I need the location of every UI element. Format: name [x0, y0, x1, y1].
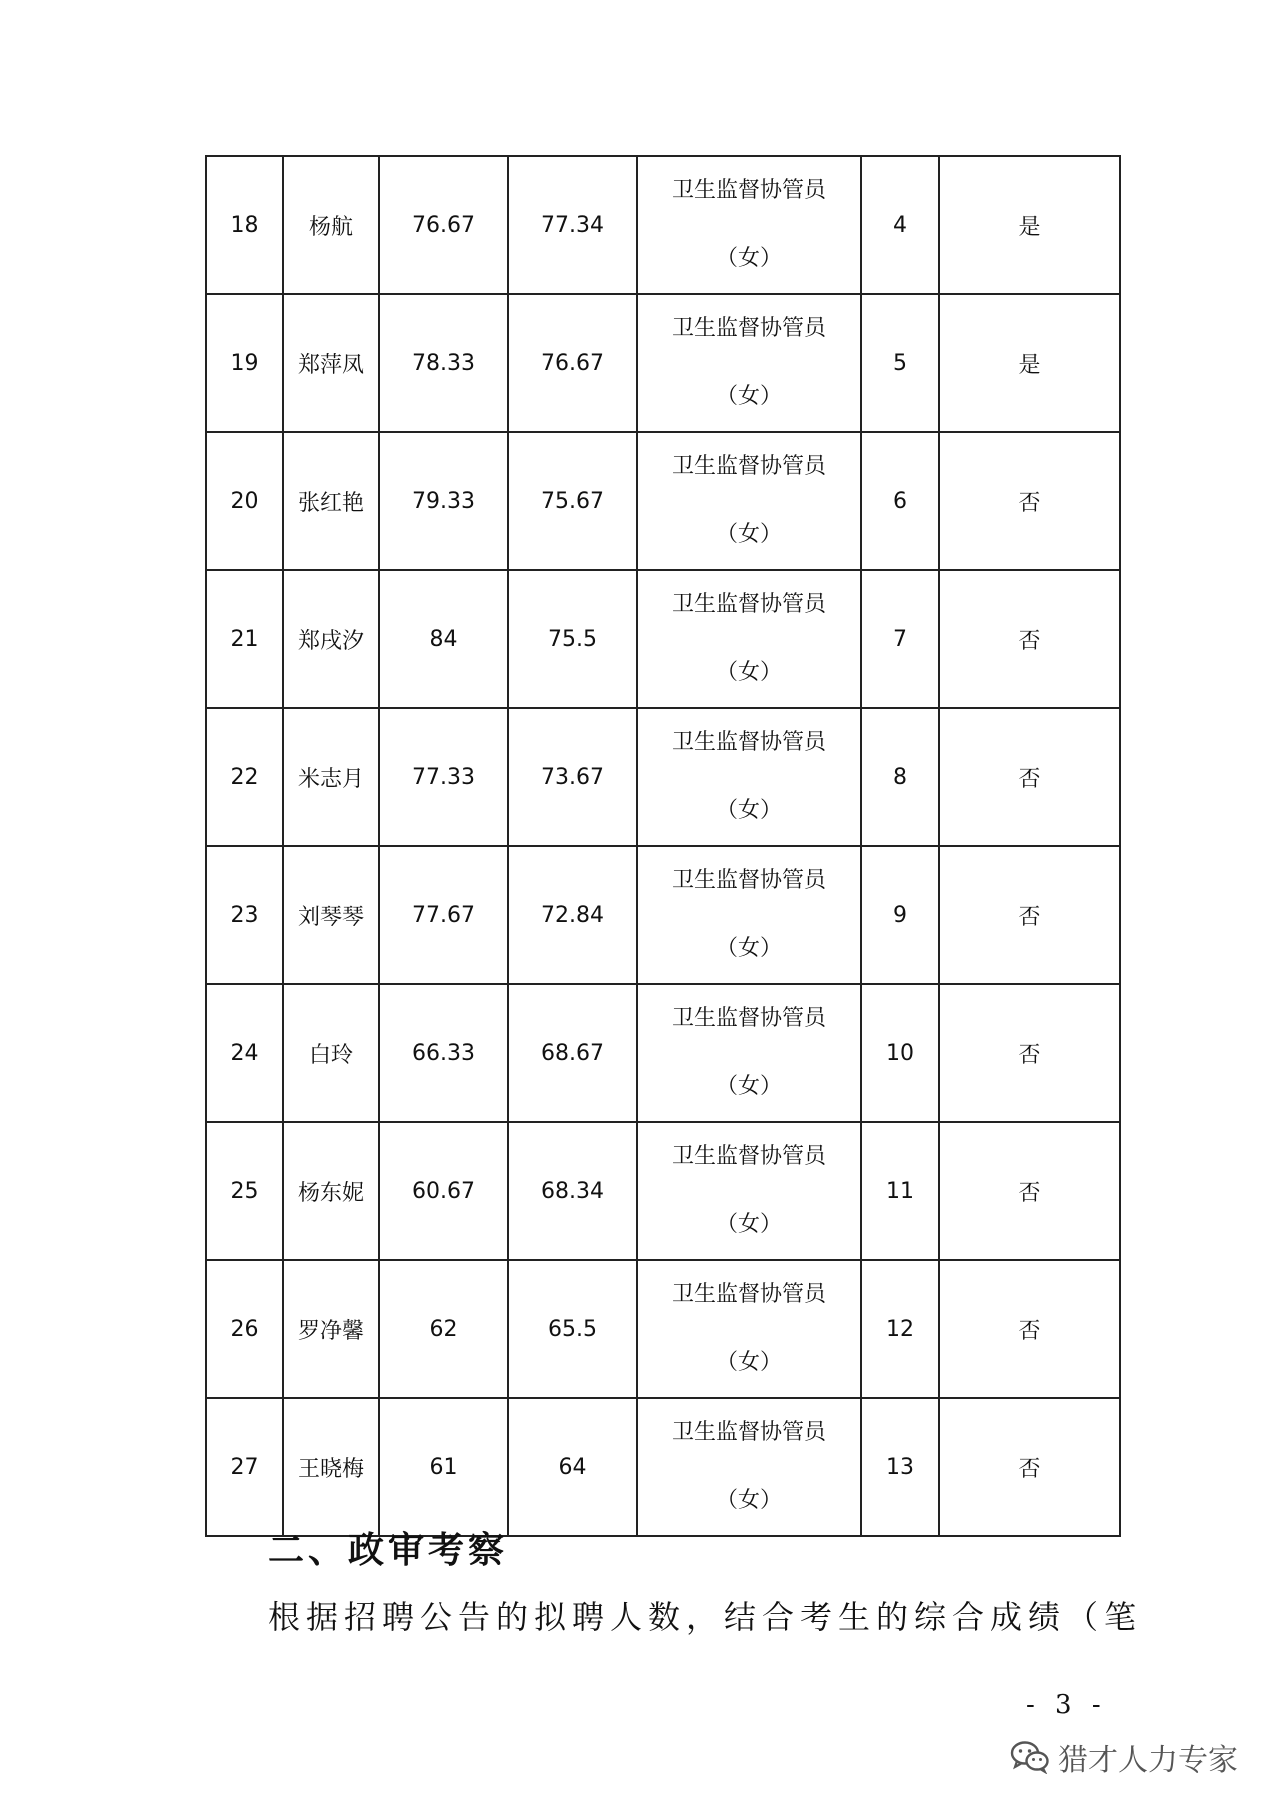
cell-no: 23	[206, 846, 283, 984]
cell-no: 25	[206, 1122, 283, 1260]
cell-score-2: 75.5	[508, 570, 637, 708]
cell-no: 26	[206, 1260, 283, 1398]
cell-result: 否	[939, 1260, 1120, 1398]
table-row	[206, 156, 1120, 294]
table-row	[206, 846, 1120, 984]
page-number: - 3 -	[1026, 1690, 1107, 1720]
cell-no: 27	[206, 1398, 283, 1536]
cell-name: 杨航	[283, 156, 379, 294]
cell-score-1: 79.33	[379, 432, 508, 570]
cell-no: 19	[206, 294, 283, 432]
cell-score-2: 72.84	[508, 846, 637, 984]
cell-score-1: 84	[379, 570, 508, 708]
cell-score-2: 73.67	[508, 708, 637, 846]
table-row	[206, 1260, 1120, 1398]
cell-result: 否	[939, 570, 1120, 708]
cell-rank: 5	[861, 294, 939, 432]
position-line-2: （女）	[715, 1212, 782, 1237]
cell-name: 白玲	[283, 984, 379, 1122]
cell-position	[637, 1260, 861, 1398]
position-line-2: （女）	[715, 798, 782, 823]
position-line-2: （女）	[715, 522, 782, 547]
cell-name: 王晓梅	[283, 1398, 379, 1536]
position-line-2: （女）	[715, 384, 782, 409]
cell-score-1: 66.33	[379, 984, 508, 1122]
cell-position	[637, 1398, 861, 1536]
table-row	[206, 984, 1120, 1122]
position-line-2: （女）	[715, 660, 782, 685]
cell-position	[637, 570, 861, 708]
cell-score-1: 78.33	[379, 294, 508, 432]
position-line-1: 卫生监督协管员	[671, 1282, 826, 1307]
cell-result: 否	[939, 1122, 1120, 1260]
results-table	[205, 155, 1121, 1537]
table-row	[206, 1398, 1120, 1536]
position-line-2: （女）	[715, 246, 782, 271]
cell-score-2: 77.34	[508, 156, 637, 294]
position-line-1: 卫生监督协管员	[671, 454, 826, 479]
cell-no: 22	[206, 708, 283, 846]
position-line-1: 卫生监督协管员	[671, 1006, 826, 1031]
cell-position	[637, 156, 861, 294]
table-row	[206, 570, 1120, 708]
cell-result: 否	[939, 708, 1120, 846]
position-line-1: 卫生监督协管员	[671, 592, 826, 617]
position-line-1: 卫生监督协管员	[671, 1420, 826, 1445]
cell-score-1: 77.33	[379, 708, 508, 846]
cell-rank: 11	[861, 1122, 939, 1260]
cell-name: 郑戌汐	[283, 570, 379, 708]
position-line-1: 卫生监督协管员	[671, 316, 826, 341]
cell-score-1: 60.67	[379, 1122, 508, 1260]
watermark	[1010, 1735, 1238, 1779]
table-row	[206, 1122, 1120, 1260]
cell-result: 否	[939, 984, 1120, 1122]
cell-result: 是	[939, 156, 1120, 294]
cell-score-2: 68.34	[508, 1122, 637, 1260]
cell-name: 郑萍凤	[283, 294, 379, 432]
cell-position	[637, 984, 861, 1122]
table-row	[206, 294, 1120, 432]
table-row	[206, 432, 1120, 570]
cell-result: 是	[939, 294, 1120, 432]
cell-score-1: 62	[379, 1260, 508, 1398]
cell-score-2: 76.67	[508, 294, 637, 432]
cell-position	[637, 708, 861, 846]
cell-result: 否	[939, 846, 1120, 984]
position-line-1: 卫生监督协管员	[671, 730, 826, 755]
cell-rank: 12	[861, 1260, 939, 1398]
position-line-2: （女）	[715, 936, 782, 961]
cell-rank: 9	[861, 846, 939, 984]
cell-score-2: 64	[508, 1398, 637, 1536]
position-line-2: （女）	[715, 1488, 782, 1513]
cell-rank: 7	[861, 570, 939, 708]
table-row	[206, 708, 1120, 846]
cell-name: 刘琴琴	[283, 846, 379, 984]
watermark-text: 猎才人力专家	[1058, 1743, 1238, 1778]
cell-no: 24	[206, 984, 283, 1122]
cell-score-2: 65.5	[508, 1260, 637, 1398]
cell-position	[637, 432, 861, 570]
cell-position	[637, 1122, 861, 1260]
section-paragraph: 根据招聘公告的拟聘人数，结合考生的综合成绩（笔	[268, 1598, 1143, 1636]
cell-score-1: 61	[379, 1398, 508, 1536]
position-line-1: 卫生监督协管员	[671, 868, 826, 893]
cell-score-1: 76.67	[379, 156, 508, 294]
cell-rank: 4	[861, 156, 939, 294]
cell-no: 18	[206, 156, 283, 294]
cell-name: 张红艳	[283, 432, 379, 570]
cell-rank: 13	[861, 1398, 939, 1536]
position-line-2: （女）	[715, 1350, 782, 1375]
position-line-2: （女）	[715, 1074, 782, 1099]
cell-result: 否	[939, 432, 1120, 570]
position-line-1: 卫生监督协管员	[671, 178, 826, 203]
position-line-1: 卫生监督协管员	[671, 1144, 826, 1169]
cell-score-2: 68.67	[508, 984, 637, 1122]
cell-no: 21	[206, 570, 283, 708]
cell-name: 罗净馨	[283, 1260, 379, 1398]
cell-score-1: 77.67	[379, 846, 508, 984]
wechat-icon	[1010, 1740, 1050, 1774]
cell-rank: 10	[861, 984, 939, 1122]
cell-name: 米志月	[283, 708, 379, 846]
section-heading: 二、政审考察	[268, 1529, 509, 1571]
cell-result: 否	[939, 1398, 1120, 1536]
cell-rank: 8	[861, 708, 939, 846]
cell-rank: 6	[861, 432, 939, 570]
cell-no: 20	[206, 432, 283, 570]
table-body	[206, 156, 1120, 1536]
cell-position	[637, 294, 861, 432]
cell-score-2: 75.67	[508, 432, 637, 570]
cell-position	[637, 846, 861, 984]
cell-name: 杨东妮	[283, 1122, 379, 1260]
